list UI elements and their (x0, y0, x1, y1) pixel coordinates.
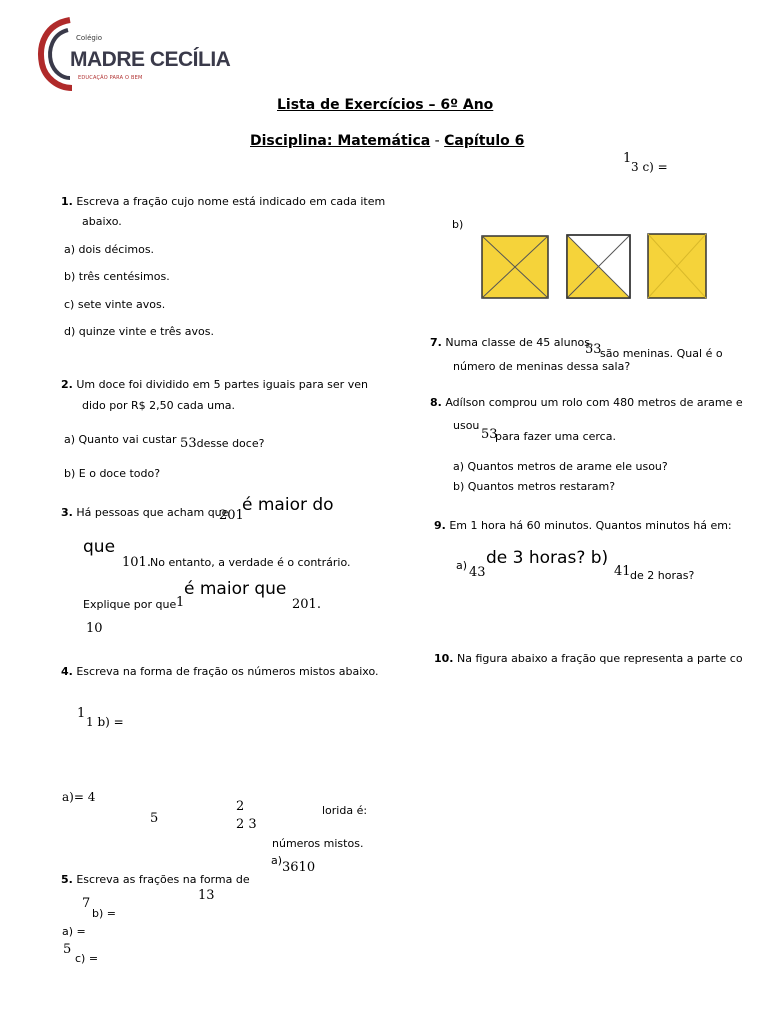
q7-text3: número de meninas dessa sala? (453, 360, 631, 373)
q1-line1 (61, 195, 385, 208)
q9-fraction1: 43 (469, 565, 486, 580)
q2-text2: dido por R$ 2,50 cada uma. (82, 399, 236, 412)
square-3 (648, 234, 706, 298)
q3-fraction3b: 201. (292, 597, 321, 612)
q7-text2: são meninas. Qual é o (600, 347, 723, 360)
q5-n5: 5 (63, 942, 72, 957)
q9-big: de 3 horas? b) (486, 548, 609, 568)
q2-a-fraction: 53 (180, 436, 197, 451)
q10-number: 10. (434, 652, 454, 665)
q4-s2 (86, 715, 124, 729)
square-2 (567, 235, 630, 298)
q1-item-b: b) três centésimos. (64, 270, 170, 283)
q3-line1 (61, 506, 228, 519)
q4-colorida: lorida é: (322, 804, 368, 817)
q3-fraction3c: 10 (86, 621, 103, 636)
q3-fraction3a: 1 (176, 595, 185, 610)
q8-number: 8. (430, 396, 442, 409)
subject-dash: - (430, 133, 445, 149)
q3-number: 3. (61, 506, 73, 519)
q4-line1 (61, 665, 378, 678)
q2-item-b: b) E o doce todo? (64, 467, 161, 480)
page-title: Lista de Exercícios – 6º Ano (277, 97, 494, 113)
q3-fraction2: 101. (122, 555, 151, 570)
q4-a3610-label: a) (271, 854, 283, 867)
q4-s1: 1 (77, 706, 86, 721)
q1-item-c: c) sete vinte avos. (64, 298, 166, 311)
q1-item-d: d) quinze vinte e três avos. (64, 325, 214, 338)
q2-number: 2. (61, 378, 73, 391)
q3-text2: No entanto, a verdade é o contrário. (150, 556, 351, 569)
q1-text1: Escreva a fração cujo nome está indicado em cada item (72, 195, 386, 208)
q9-number: 9. (434, 519, 446, 532)
q6-b-label: b) (452, 218, 464, 231)
q5-text: Escreva as frações na forma de (72, 873, 250, 886)
q3-text3: Explique por que (83, 598, 177, 611)
q5-number: 5. (61, 873, 73, 886)
q10-text: Na figura abaixo a fração que representa a parte co (453, 652, 743, 665)
q2-a-post: desse doce? (196, 437, 265, 450)
q3-fraction1: 201 (219, 508, 244, 523)
q8-item-a: a) Quantos metros de arame ele usou? (453, 460, 668, 473)
q1-item-a: a) dois décimos. (64, 243, 155, 256)
q8-text1: Adílson comprou um rolo com 480 metros de arame e (441, 396, 743, 409)
squares-figure (476, 230, 712, 304)
q3-big3: é maior que (184, 579, 287, 599)
q8-item-b: b) Quantos metros restaram? (453, 480, 616, 493)
q2-a-pre: a) Quanto vai custar (64, 433, 181, 446)
q4-n23: 2 3 (236, 817, 257, 832)
chapter-label: Capítulo 6 (444, 133, 525, 149)
school-logo (36, 14, 231, 94)
q5-n7: 7 (82, 896, 91, 911)
q3-big2: que (83, 537, 116, 557)
q4-text: Escreva na forma de fração os números mistos abaixo. (72, 665, 379, 678)
q7-fraction: 53 (585, 342, 602, 357)
q4-n5: 5 (150, 811, 159, 826)
q8-text3: para fazer uma cerca. (495, 430, 616, 443)
q9-a-label: a) (456, 559, 468, 572)
logo-name: MADRE CECÍLIA (70, 48, 231, 71)
q4-n2: 2 (236, 799, 245, 814)
q4-a3610: 3610 (282, 860, 316, 875)
q7-line1 (430, 336, 594, 349)
subject-label: Disciplina: Matemática (250, 133, 431, 149)
q5-n13: 13 (198, 888, 215, 903)
q2-text1: Um doce foi dividido em 5 partes iguais para ser ven (72, 378, 368, 391)
q3-big1: é maior do (242, 495, 334, 515)
right-top-frac: 1 (623, 151, 632, 166)
q10-line1 (434, 652, 743, 665)
q9-text: Em 1 hora há 60 minutos. Quantos minutos há em: (445, 519, 732, 532)
right-top-frac2 (631, 160, 668, 174)
q8-text2: usou (453, 419, 480, 432)
q2-line1 (61, 378, 368, 391)
q4-s2-text: 1 b) = (86, 715, 124, 729)
q9-line1 (434, 519, 732, 532)
q7-text1: Numa classe de 45 alunos, (441, 336, 594, 349)
q8-line1 (430, 396, 743, 409)
q4-mistos: números mistos. (272, 837, 364, 850)
logo-small-text: Colégio (76, 34, 103, 42)
q5-a: a) = (62, 925, 86, 938)
q5-line1 (61, 873, 250, 886)
q2-item-a (64, 432, 265, 451)
logo-tagline: EDUCAÇÃO PARA O BEM (78, 75, 143, 81)
q3-text1: Há pessoas que acham que (72, 506, 229, 519)
q9-fraction2: 41 (614, 564, 631, 579)
q5-b: b) = (92, 907, 116, 920)
q4-number: 4. (61, 665, 73, 678)
q7-number: 7. (430, 336, 442, 349)
q1-text2: abaixo. (82, 215, 122, 228)
right-top-frac2-text: 3 c) = (631, 160, 668, 174)
q4-a: a)= 4 (62, 790, 96, 804)
q8-fraction: 53 (481, 427, 498, 442)
q9-post: de 2 horas? (630, 569, 695, 582)
square-1 (482, 236, 548, 298)
q5-c: c) = (75, 952, 99, 965)
subject-line (250, 133, 524, 149)
q1-number: 1. (61, 195, 73, 208)
